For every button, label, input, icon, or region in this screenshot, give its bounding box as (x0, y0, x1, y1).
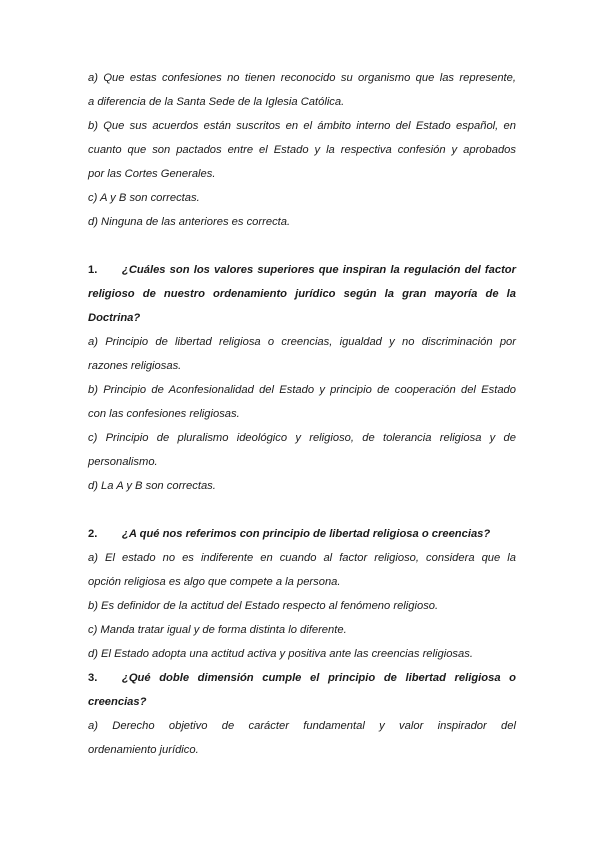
question-3-option-a-line-2: ordenamiento jurídico. (88, 744, 199, 756)
question-1-option-d: d) La A y B son correctas. (88, 480, 216, 492)
option-b-line-2: cuanto que son pactados entre el Estado y la respectiva confesión y aprobados (88, 144, 516, 156)
document-page (88, 66, 516, 762)
question-2-title-text: ¿A qué nos referimos con principio de libertad religiosa o creencias? (122, 528, 491, 540)
question-2-option-a-line-2: opción religiosa es algo que compete a la persona. (88, 576, 341, 588)
question-2-title (88, 522, 516, 546)
question-2-option-b: b) Es definidor de la actitud del Estado respecto al fenómeno religioso. (88, 600, 439, 612)
spacer (88, 498, 516, 522)
question-3-option-a-line-1: a) Derecho objetivo de carácter fundamental y valor inspirador del (88, 720, 516, 732)
question-1-option-c-line-1: c) Principio de pluralismo ideológico y religioso, de tolerancia religiosa y de (88, 432, 516, 444)
question-1-title-line-2: religioso de nuestro ordenamiento jurídico según la gran mayoría de la (88, 288, 516, 300)
question-2-option-c: c) Manda tratar igual y de forma distinta lo diferente. (88, 624, 347, 636)
question-2-option-d: d) El Estado adopta una actitud activa y positiva ante las creencias religiosas. (88, 648, 473, 660)
option-d: d) Ninguna de las anteriores es correcta. (88, 216, 291, 228)
option-b-line-3: por las Cortes Generales. (88, 168, 216, 180)
question-3-title-line-2: creencias? (88, 696, 147, 708)
question-3-title-text: ¿Qué doble dimensión cumple el principio de libertad religiosa o (122, 672, 516, 684)
question-1-option-a-line-2: razones religiosas. (88, 360, 182, 372)
option-a-line-1: a) Que estas confesiones no tienen reconocido su organismo que las represente, (88, 72, 516, 84)
question-3-number: 3. (88, 672, 98, 684)
question-2-number: 2. (88, 528, 98, 540)
question-1-option-a-line-1: a) Principio de libertad religiosa o creencias, igualdad y no discriminación por (88, 336, 516, 348)
option-b-line-1: b) Que sus acuerdos están suscritos en el ámbito interno del Estado español, en (88, 120, 516, 132)
question-2-option-a-line-1: a) El estado no es indiferente en cuando al factor religioso, considera que la (88, 552, 516, 564)
question-1-option-b-line-2: con las confesiones religiosas. (88, 408, 240, 420)
spacer (88, 234, 516, 258)
option-c: c) A y B son correctas. (88, 192, 200, 204)
question-3-title-line-1 (88, 666, 516, 690)
option-a-line-2: a diferencia de la Santa Sede de la Iglesia Católica. (88, 96, 345, 108)
question-1-number: 1. (88, 264, 98, 276)
question-1-option-c-line-2: personalismo. (88, 456, 158, 468)
question-1-title-text: ¿Cuáles son los valores superiores que inspiran la regulación del factor (122, 264, 516, 276)
question-1-title-line-1 (88, 258, 516, 282)
question-1-option-b-line-1: b) Principio de Aconfesionalidad del Estado y principio de cooperación del Estado (88, 384, 516, 396)
question-1-title-line-3: Doctrina? (88, 312, 141, 324)
